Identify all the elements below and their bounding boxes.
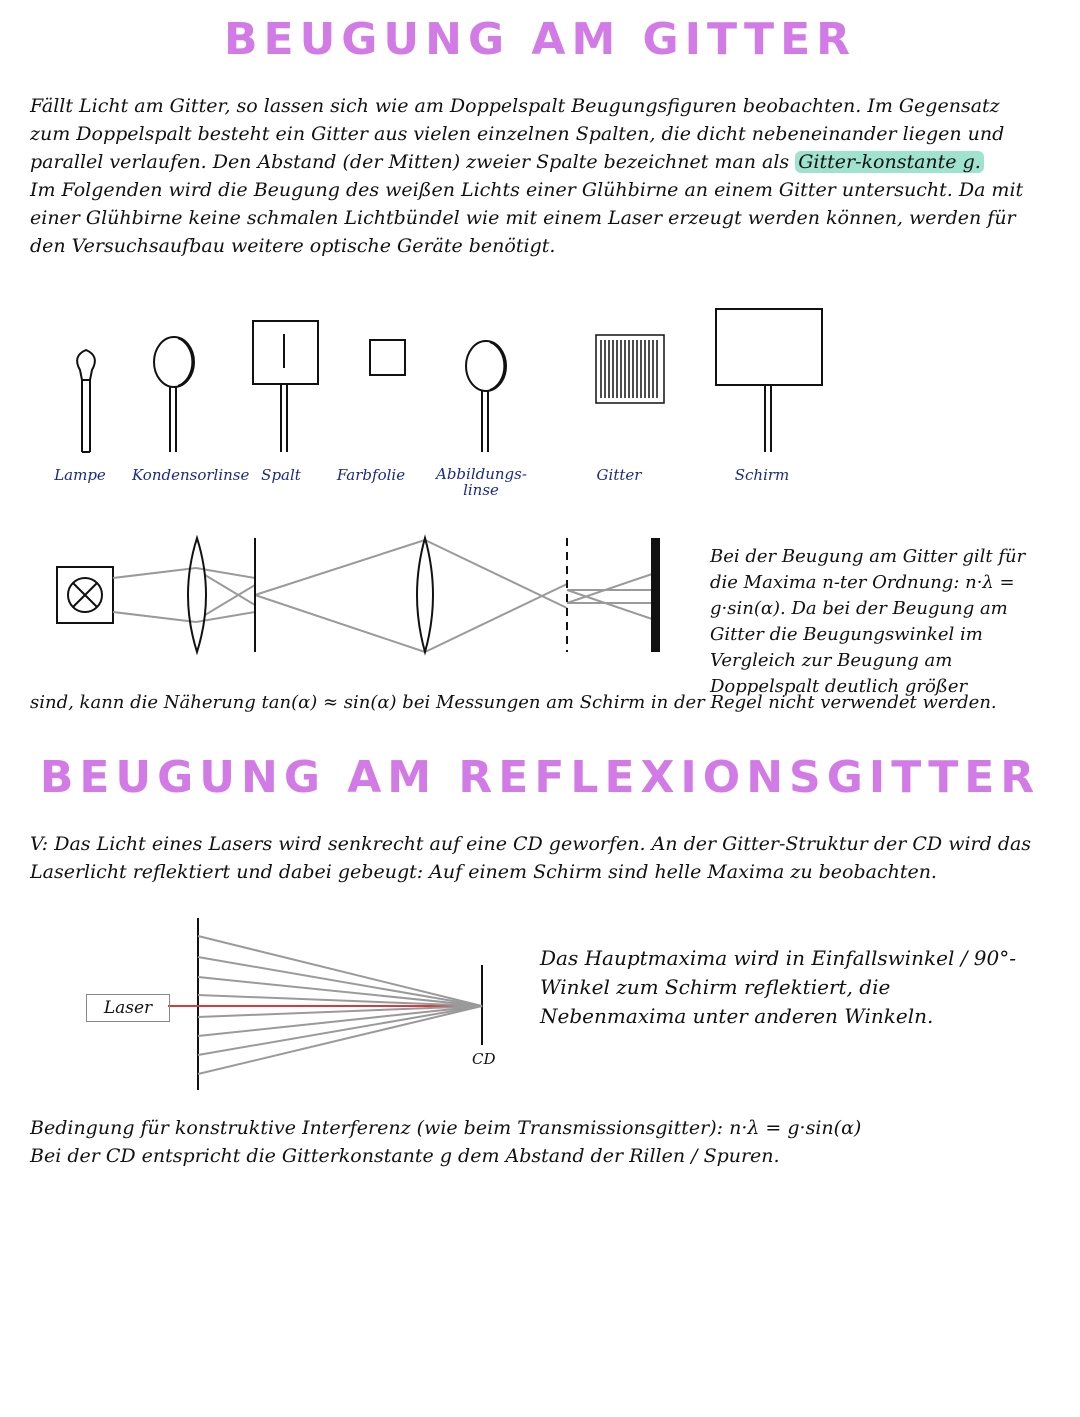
main-maximum-text: Das Hauptmaxima wird in Einfallswinkel / 90°-Winkel zum Schirm reflektiert, die Nebenmaxima unter anderen Winkeln. — [540, 946, 1017, 1028]
condition-line-1: Bedingung für konstruktive Interferenz (wie beim Transmissionsgitter): n·λ = g·sin(α) — [30, 1117, 862, 1139]
imaging-lens-symbol — [417, 538, 433, 652]
lamp-icon — [77, 350, 95, 452]
grating-constant-highlight: Gitter-konstante g. — [795, 151, 984, 173]
screen-symbol — [651, 538, 660, 652]
experiment-text: V: Das Licht eines Lasers wird senkrecht auf eine CD geworfen. An der Gitter-Struktur der CD wird das Laserlicht reflektiert und dabei gebeugt: Auf einem Schirm sind helle Maxima zu beobachten. — [30, 833, 1032, 883]
label-grating: Gitter — [596, 466, 642, 484]
label-slit: Spalt — [261, 466, 301, 484]
grating-icon — [596, 335, 664, 403]
label-imaging-lens: Abbildungs-linse — [436, 465, 527, 499]
beam-path-diagram — [57, 538, 660, 652]
label-screen: Schirm — [734, 466, 790, 484]
label-filter: Farbfolie — [336, 466, 406, 484]
cd-label: CD — [472, 1050, 496, 1068]
condenser-lens-symbol — [188, 538, 206, 652]
diffraction-note-continued: sind, kann die Näherung tan(α) ≈ sin(α) bei Messungen am Schirm in der Regel nicht verwendet werden. — [30, 692, 997, 713]
condenser-lens-icon — [154, 337, 194, 452]
intro-paragraph-2: Im Folgenden wird die Beugung des weißen Lichts einer Glühbirne an einem Gitter untersucht. Da mit einer Glühbirne keine schmalen Lichtbündel wie mit einem Laser erzeugt werden können, werden für den Versuchsaufbau weitere optische Geräte benötigt. — [30, 179, 1024, 257]
condition-line-2: Bei der CD entspricht die Gitterkonstante g dem Abstand der Rillen / Spuren. — [30, 1145, 780, 1167]
label-condenser: Kondensorlinse — [132, 466, 250, 484]
screen-icon — [716, 309, 822, 452]
section-title-reflection: BEUGUNG AM REFLEXIONSGITTER — [39, 752, 1041, 803]
condition-text — [30, 1114, 1040, 1170]
reflection-diagram — [168, 918, 482, 1090]
color-filter-icon — [370, 340, 405, 375]
page-title: BEUGUNG AM GITTER — [223, 14, 857, 65]
label-lamp: Lampe — [54, 466, 106, 484]
slit-icon — [253, 321, 318, 452]
diffraction-note: Bei der Beugung am Gitter gilt für die Maxima n-ter Ordnung: n·λ = g·sin(α). Da bei der Beugung am Gitter die Beugungswinkel im Vergleich zur Beugung am Doppelspalt deutlich größer — [710, 546, 1026, 697]
laser-label: Laser — [86, 994, 170, 1022]
intro-p1-text: Fällt Licht am Gitter, so lassen sich wie am Doppelspalt Beugungsfiguren beobachten. Im Gegensatz zum Doppelspalt besteht ein Gitter aus vielen einzelnen Spalten, die dicht nebeneinander liegen und parallel verlaufen. Den Abstand (der Mitten) zweier Spalte bezeichnet man als — [30, 95, 1005, 173]
light-rays — [113, 540, 655, 652]
imaging-lens-icon — [466, 341, 506, 452]
